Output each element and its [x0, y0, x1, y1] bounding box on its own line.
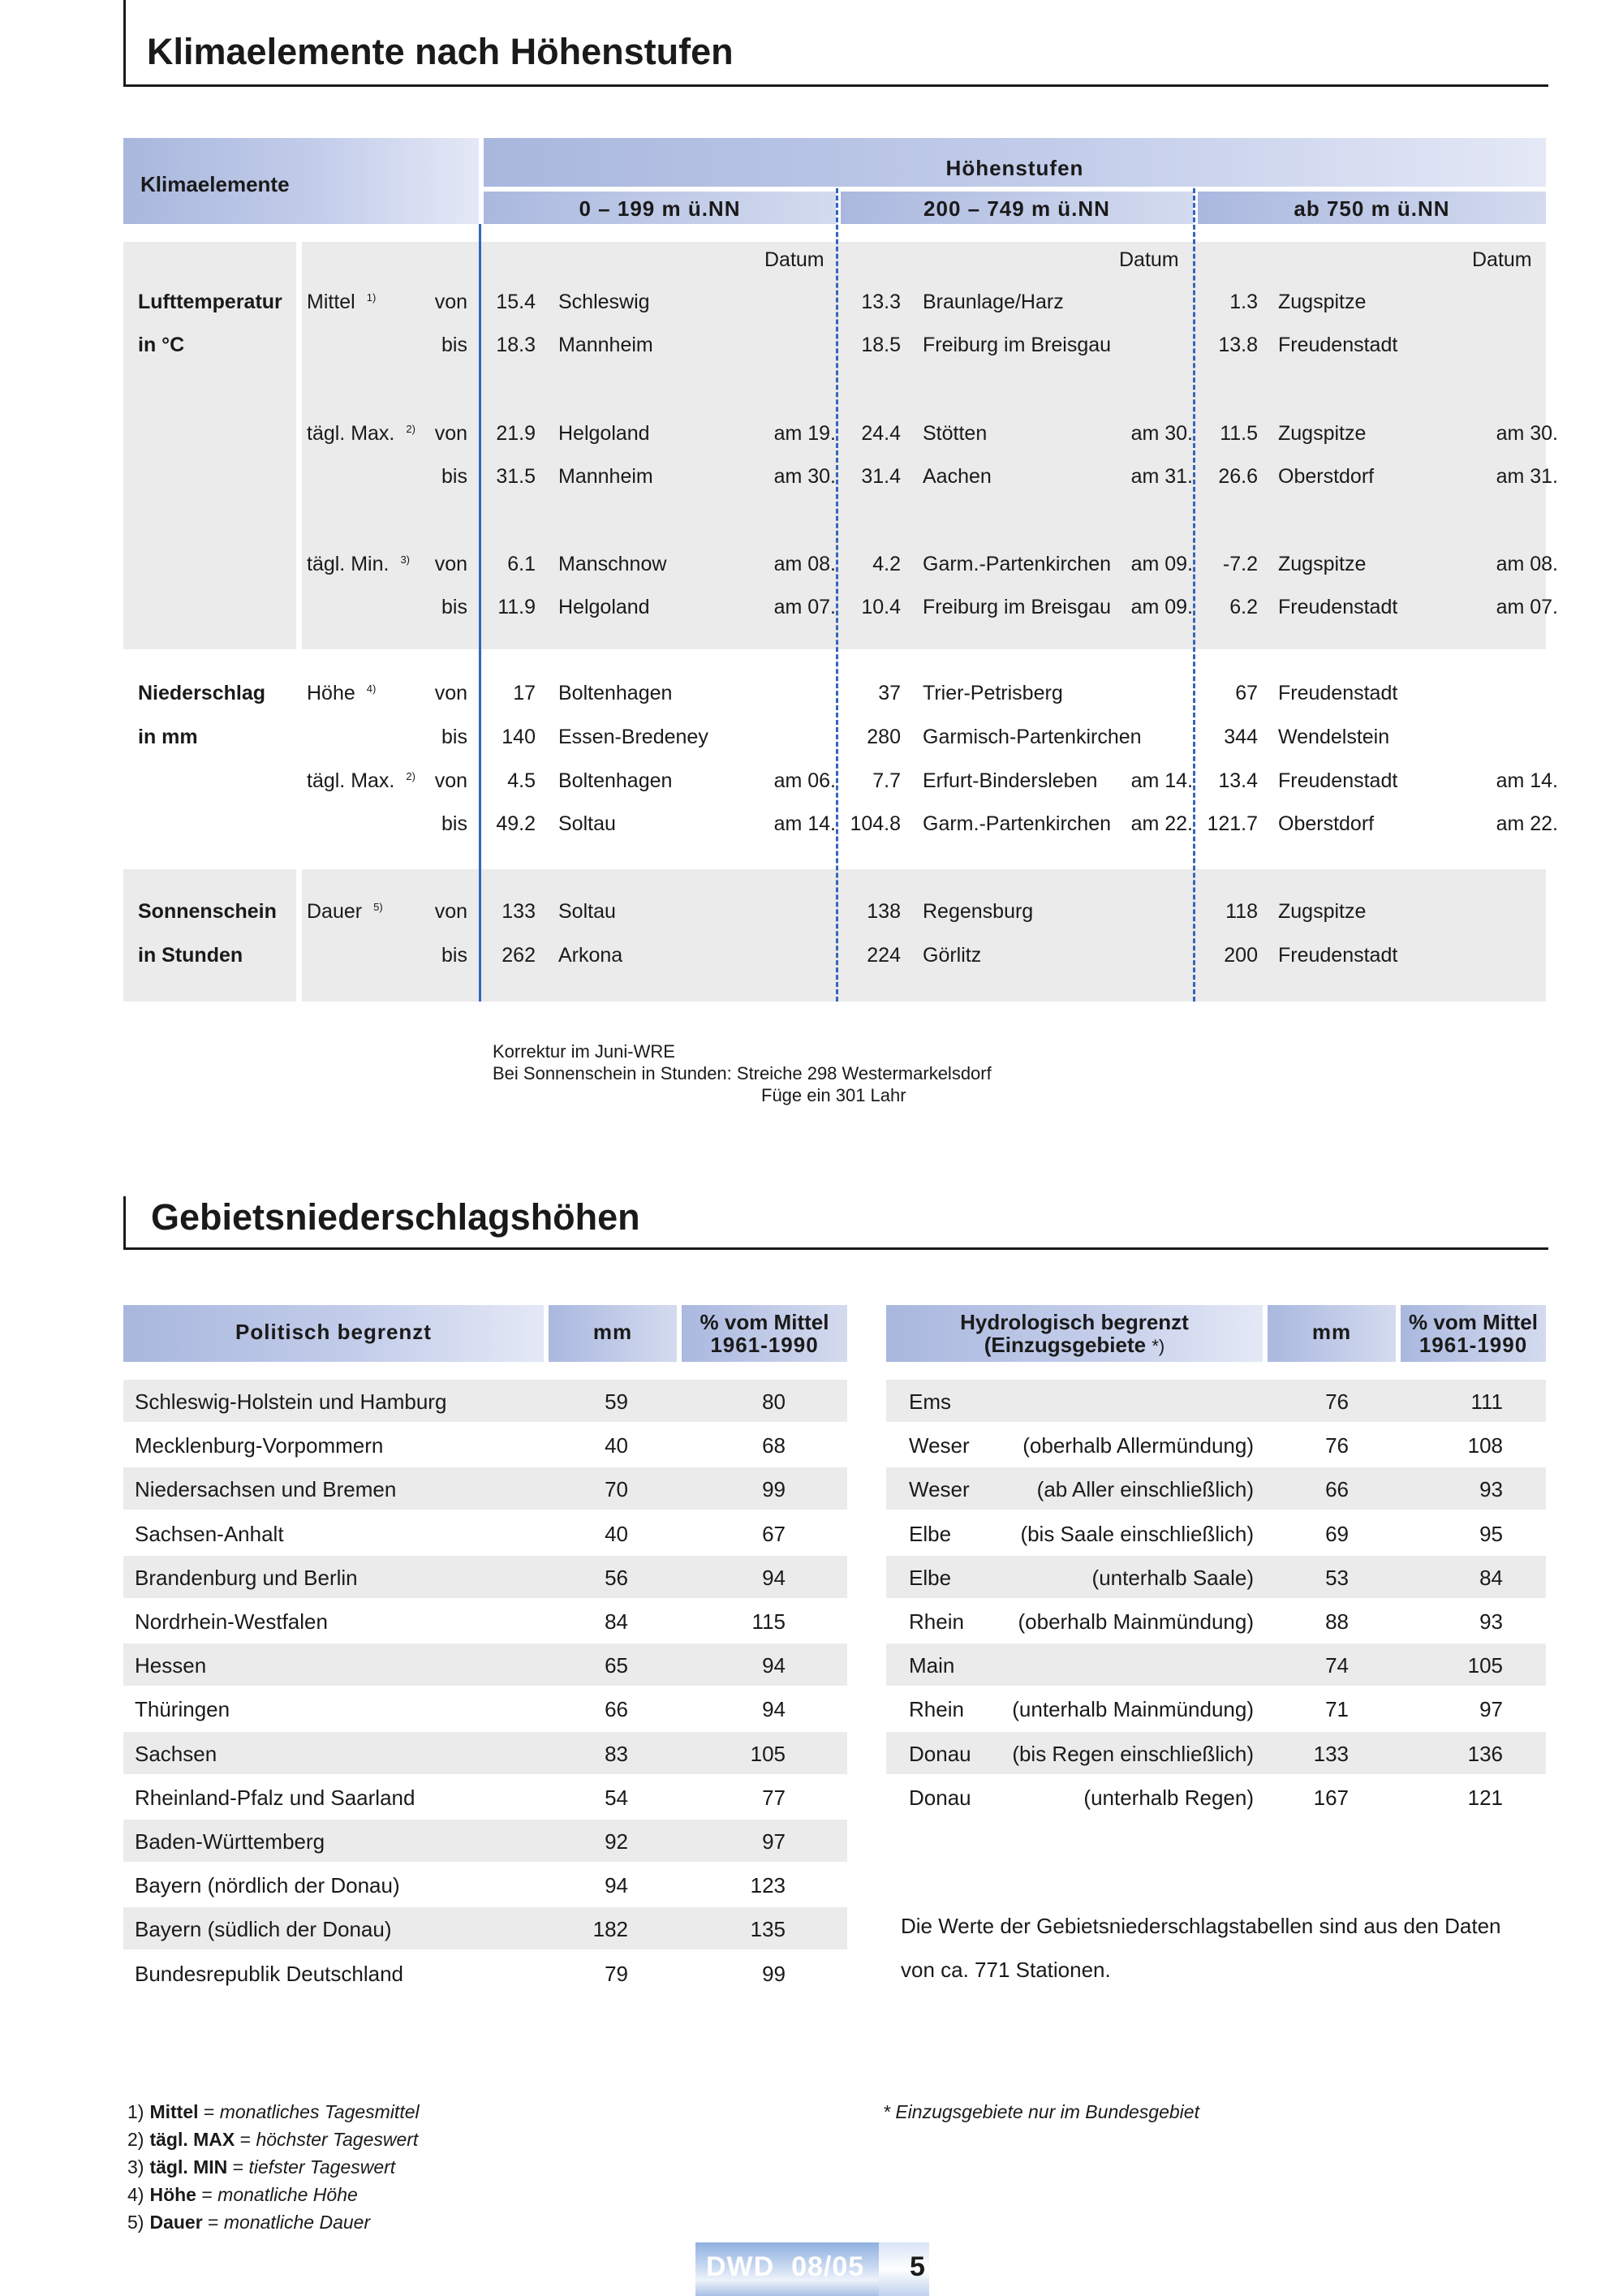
section1-title: Klimaelemente nach Höhenstufen: [147, 31, 734, 72]
row-date-zone2: am 22.: [1496, 812, 1558, 835]
footnote-equals: =: [198, 2101, 220, 2122]
row-station-zone2: Oberstdorf: [1278, 465, 1375, 488]
row-von-bis: von: [434, 682, 467, 704]
hydro-row-part: (ab Aller einschließlich): [1036, 1477, 1254, 1502]
footnote-term: Dauer: [149, 2212, 203, 2233]
footer-page-number: 5: [910, 2251, 925, 2282]
hydro-pct-label-1: % vom Mittel: [1409, 1310, 1538, 1334]
station-note-1: Die Werte der Gebietsniederschlagstabellen sind aus den Daten: [901, 1914, 1501, 1938]
row-station-zone0: Helgoland: [558, 422, 650, 445]
zone-label-2: ab 750 m ü.NN: [1294, 196, 1450, 221]
row-value-zone1: 104.8: [850, 812, 901, 835]
politisch-row-pct: 67: [762, 1521, 786, 1546]
row-station-zone0: Manschnow: [558, 553, 667, 575]
politisch-row-pct: 97: [762, 1829, 786, 1854]
row-value-zone0: 262: [502, 944, 536, 967]
row-value-zone0: 17: [513, 682, 536, 704]
hydro-row-river: Weser: [909, 1477, 970, 1502]
row-station-zone0: Boltenhagen: [558, 769, 673, 792]
footnote-term: tägl. MAX: [149, 2129, 235, 2150]
row-value-zone1: 24.4: [861, 422, 901, 445]
footnote-description: monatliche Dauer: [223, 2212, 371, 2233]
datum-label-1: Datum: [1119, 248, 1179, 271]
row-date-zone0: am 30.: [773, 465, 836, 488]
hydro-row-river: Donau: [909, 1741, 971, 1766]
row-value-zone2: 118: [1225, 900, 1258, 923]
row-station-zone2: Oberstdorf: [1278, 812, 1375, 835]
politisch-pct-label-1: % vom Mittel: [700, 1310, 829, 1334]
hydro-row-pct: 97: [1479, 1697, 1503, 1722]
group-label-precipitation: Niederschlag: [138, 682, 266, 704]
hydro-row-pct: 95: [1479, 1521, 1503, 1546]
hydro-row-pct: 93: [1479, 1477, 1503, 1502]
row-station-zone2: Freudenstadt: [1278, 682, 1398, 704]
hydro-mm-label: mm: [1311, 1320, 1352, 1344]
row-von-bis: bis: [441, 812, 467, 835]
politisch-row-mm: 70: [605, 1477, 628, 1502]
politisch-row-name: Bundesrepublik Deutschland: [135, 1961, 403, 1986]
row-sublabel-text: Höhe: [307, 682, 355, 704]
hydro-row-pct: 111: [1470, 1389, 1503, 1414]
row-date-zone0: am 07.: [773, 596, 836, 618]
row-station-zone2: Zugspitze: [1278, 422, 1367, 445]
row-footnote-ref: 4): [366, 682, 377, 695]
politisch-row-name: Mecklenburg-Vorpommern: [135, 1433, 384, 1458]
row-date-zone1: am 30.: [1130, 422, 1193, 445]
row-date-zone2: am 30.: [1496, 422, 1558, 445]
row-station-zone0: Mannheim: [558, 334, 653, 356]
group-unit-precipitation: in mm: [138, 726, 198, 748]
hydro-row-mm: 74: [1325, 1653, 1349, 1678]
row-von-bis: von: [434, 422, 467, 445]
row-value-zone2: 67: [1235, 682, 1258, 704]
politisch-row-name: Hessen: [135, 1653, 207, 1678]
row-station-zone0: Soltau: [558, 812, 616, 835]
hydro-row-pct: 84: [1479, 1565, 1503, 1590]
hydro-row-mm: 76: [1325, 1389, 1349, 1414]
footnote-line: [127, 2101, 420, 2123]
hydro-row-river: Elbe: [909, 1565, 952, 1590]
hydro-row-part: (unterhalb Mainmündung): [1012, 1697, 1254, 1722]
row-sublabel-text: Dauer: [307, 900, 363, 923]
row-sublabel-text: tägl. Max.: [307, 769, 395, 792]
row-value-zone0: 18.3: [496, 334, 536, 356]
row-station-zone1: Garm.-Partenkirchen: [923, 553, 1112, 575]
hydro-row-river: Ems: [909, 1389, 951, 1414]
footnote-term: Mittel: [149, 2101, 199, 2122]
footnote-line: [127, 2129, 418, 2151]
politisch-row-pct: 99: [762, 1477, 786, 1502]
politisch-row-name: Schleswig-Holstein und Hamburg: [135, 1389, 447, 1414]
row-station-zone2: Freudenstadt: [1278, 944, 1398, 967]
row-station-zone1: Trier-Petrisberg: [923, 682, 1063, 704]
politisch-row-pct: 105: [750, 1741, 786, 1766]
row-station-zone0: Boltenhagen: [558, 682, 673, 704]
row-date-zone0: am 19.: [773, 422, 836, 445]
politisch-row-pct: 135: [750, 1917, 786, 1942]
politisch-row-pct: 94: [762, 1697, 786, 1722]
footnote-number: 4): [127, 2184, 144, 2205]
row-station-zone1: Görlitz: [923, 944, 982, 967]
row-sublabel: [307, 291, 376, 314]
footnote-number: 2): [127, 2129, 144, 2150]
hydro-row-mm: 76: [1325, 1433, 1349, 1458]
politisch-row-pct: 68: [762, 1433, 786, 1458]
politisch-row-mm: 59: [605, 1389, 628, 1414]
band-precip-divider: [296, 242, 302, 1002]
row-value-zone1: 224: [867, 944, 901, 967]
politisch-row-mm: 92: [605, 1829, 628, 1854]
hydro-row-river: Weser: [909, 1433, 970, 1458]
hydro-header-label-2-text: (Einzugsgebiete: [984, 1333, 1147, 1357]
row-date-zone0: am 14.: [773, 812, 836, 835]
row-value-zone0: 140: [502, 726, 536, 748]
politisch-row-name: Brandenburg und Berlin: [135, 1565, 358, 1590]
hydro-header-label-1: Hydrologisch begrenzt: [960, 1310, 1189, 1334]
politisch-row-mm: 40: [605, 1521, 628, 1546]
politisch-row-name: Bayern (südlich der Donau): [135, 1917, 392, 1942]
footnote-equals: =: [196, 2184, 218, 2205]
hydro-row-mm: 71: [1325, 1697, 1349, 1722]
hydro-header-star: *): [1152, 1336, 1165, 1356]
hydro-row-part: (unterhalb Saale): [1091, 1565, 1254, 1590]
politisch-row-mm: 40: [605, 1433, 628, 1458]
correction-note-3: Füge ein 301 Lahr: [761, 1085, 906, 1105]
footnote-equals: =: [202, 2212, 224, 2233]
hydro-row-mm: 69: [1325, 1521, 1349, 1546]
hydro-header-label-2: [886, 1333, 1263, 1358]
hydro-row-river: Rhein: [909, 1697, 964, 1722]
row-von-bis: bis: [441, 596, 467, 618]
star-note-text: * Einzugsgebiete nur im Bundesgebiet: [883, 2101, 1199, 2122]
hydro-row-mm: 167: [1313, 1785, 1349, 1810]
row-station-zone0: Arkona: [558, 944, 623, 967]
row-value-zone0: 31.5: [496, 465, 536, 488]
politisch-row-mm: 54: [605, 1785, 628, 1810]
band-sunshine-right: [302, 869, 1546, 1002]
row-footnote-ref: 2): [406, 769, 415, 782]
group-label-sunshine: Sonnenschein: [138, 900, 277, 923]
footnote-description: monatliche Höhe: [217, 2184, 358, 2205]
hydro-row-part: (oberhalb Allermündung): [1022, 1433, 1254, 1458]
row-von-bis: bis: [441, 726, 467, 748]
row-footnote-ref: 5): [373, 900, 383, 913]
row-value-zone2: 26.6: [1218, 465, 1258, 488]
station-note-2: von ca. 771 Stationen.: [901, 1958, 1111, 1982]
row-station-zone2: Freudenstadt: [1278, 769, 1398, 792]
row-value-zone2: 344: [1224, 726, 1258, 748]
politisch-pct-label-2: 1961-1990: [710, 1333, 819, 1357]
hydro-row-mm: 133: [1313, 1741, 1349, 1766]
hoehenstufen-header-label: Höhenstufen: [945, 156, 1084, 180]
row-station-zone2: Zugspitze: [1278, 291, 1367, 313]
footnote-number: 5): [127, 2212, 144, 2233]
politisch-row-pct: 123: [750, 1873, 786, 1898]
footnote-term: Höhe: [149, 2184, 196, 2205]
footnote-number: 3): [127, 2156, 144, 2178]
footnote-line: [127, 2184, 358, 2206]
row-station-zone1: Freiburg im Breisgau: [923, 596, 1112, 618]
hydro-row-pct: 108: [1467, 1433, 1503, 1458]
row-sublabel-text: tägl. Max.: [307, 422, 395, 445]
hydro-row-pct: 93: [1479, 1609, 1503, 1634]
politisch-row-pct: 94: [762, 1565, 786, 1590]
hydro-row-pct: 121: [1467, 1785, 1503, 1810]
row-station-zone0: Schleswig: [558, 291, 650, 313]
group-unit-sunshine: in Stunden: [138, 944, 243, 967]
row-value-zone1: 13.3: [861, 291, 901, 313]
row-station-zone1: Erfurt-Bindersleben: [923, 769, 1098, 792]
row-station-zone0: Helgoland: [558, 596, 650, 618]
hydro-row-part: (unterhalb Regen): [1083, 1785, 1254, 1810]
row-von-bis: von: [434, 553, 467, 575]
row-value-zone0: 4.5: [507, 769, 536, 792]
correction-note-2: Bei Sonnenschein in Stunden: Streiche 298 Westermarkelsdorf: [493, 1063, 992, 1083]
footnote-description: höchster Tageswert: [256, 2129, 419, 2150]
row-value-zone0: 21.9: [496, 422, 536, 445]
row-station-zone2: Wendelstein: [1278, 726, 1390, 748]
politisch-row-mm: 84: [605, 1609, 628, 1634]
row-station-zone1: Braunlage/Harz: [923, 291, 1064, 313]
row-value-zone0: 6.1: [507, 553, 536, 575]
row-value-zone1: 18.5: [861, 334, 901, 356]
row-date-zone0: am 08.: [773, 553, 836, 575]
row-station-zone1: Freiburg im Breisgau: [923, 334, 1112, 356]
politisch-row-mm: 94: [605, 1873, 628, 1898]
row-station-zone0: Soltau: [558, 900, 616, 923]
correction-note-1: Korrektur im Juni-WRE: [493, 1041, 675, 1062]
footnote-description: tiefster Tageswert: [248, 2156, 396, 2178]
row-station-zone1: Regensburg: [923, 900, 1034, 923]
politisch-header-label: Politisch begrenzt: [235, 1320, 432, 1344]
politisch-row-name: Baden-Württemberg: [135, 1829, 325, 1854]
row-footnote-ref: 2): [406, 422, 415, 435]
row-date-zone2: am 14.: [1496, 769, 1558, 792]
hydro-row-part: (bis Saale einschließlich): [1020, 1521, 1254, 1546]
politisch-row-name: Sachsen: [135, 1741, 217, 1766]
row-value-zone2: 200: [1224, 944, 1258, 967]
datum-label-2: Datum: [1472, 248, 1532, 271]
row-value-zone1: 7.7: [872, 769, 901, 792]
row-value-zone2: 6.2: [1229, 596, 1258, 618]
politisch-row-mm: 66: [605, 1697, 628, 1722]
hydro-row-river: Main: [909, 1653, 955, 1678]
row-sublabel: [307, 682, 376, 705]
row-von-bis: bis: [441, 334, 467, 356]
politisch-row-name: Sachsen-Anhalt: [135, 1521, 284, 1546]
hydro-row-river: Rhein: [909, 1609, 964, 1634]
row-value-zone1: 31.4: [861, 465, 901, 488]
row-station-zone0: Essen-Bredeney: [558, 726, 708, 748]
politisch-row-mm: 79: [605, 1961, 628, 1986]
politisch-row-mm: 83: [605, 1741, 628, 1766]
row-value-zone2: 13.4: [1218, 769, 1258, 792]
row-value-zone2: 121.7: [1207, 812, 1258, 835]
row-value-zone1: 138: [867, 900, 901, 923]
row-sublabel-text: tägl. Min.: [307, 553, 390, 575]
datum-label-0: Datum: [764, 248, 824, 271]
row-date-zone2: am 31.: [1496, 465, 1558, 488]
row-value-zone2: 13.8: [1218, 334, 1258, 356]
klimaelemente-header-label: Klimaelemente: [140, 172, 290, 196]
row-value-zone0: 15.4: [496, 291, 536, 313]
footnote-line: [127, 2212, 370, 2234]
politisch-row-name: Rheinland-Pfalz und Saarland: [135, 1785, 415, 1810]
politisch-row-name: Bayern (nördlich der Donau): [135, 1873, 400, 1898]
row-value-zone1: 280: [867, 726, 901, 748]
hydro-row-pct: 136: [1467, 1741, 1503, 1766]
row-value-zone0: 133: [502, 900, 536, 923]
row-sublabel: [307, 900, 383, 924]
politisch-row-mm: 65: [605, 1653, 628, 1678]
group-unit-temperature: in °C: [138, 334, 185, 356]
row-footnote-ref: 1): [366, 291, 377, 304]
politisch-row-pct: 99: [762, 1961, 786, 1986]
footnote-description: monatliches Tagesmittel: [219, 2101, 420, 2122]
politisch-row-name: Niedersachsen und Bremen: [135, 1477, 397, 1502]
row-value-zone1: 10.4: [861, 596, 901, 618]
row-value-zone1: 37: [878, 682, 901, 704]
row-date-zone1: am 31.: [1130, 465, 1193, 488]
row-date-zone1: am 22.: [1130, 812, 1193, 835]
row-value-zone2: -7.2: [1222, 553, 1258, 575]
row-value-zone1: 4.2: [872, 553, 901, 575]
row-date-zone1: am 09.: [1130, 596, 1193, 618]
row-von-bis: bis: [441, 465, 467, 488]
footnote-term: tägl. MIN: [149, 2156, 228, 2178]
politisch-row-mm: 56: [605, 1565, 628, 1590]
row-von-bis: von: [434, 769, 467, 792]
footer-label: DWD 08/05: [706, 2251, 865, 2282]
hydro-row-part: (bis Regen einschließlich): [1012, 1741, 1254, 1766]
hydro-row-river: Elbe: [909, 1521, 952, 1546]
hydro-row-river: Donau: [909, 1785, 971, 1810]
footnote-number: 1): [127, 2101, 144, 2122]
footnote-line: [127, 2156, 395, 2178]
row-date-zone0: am 06.: [773, 769, 836, 792]
star-note: [883, 2101, 1199, 2123]
row-von-bis: von: [434, 900, 467, 923]
zone-label-0: 0 – 199 m ü.NN: [579, 196, 741, 221]
row-von-bis: bis: [441, 944, 467, 967]
row-station-zone0: Mannheim: [558, 465, 653, 488]
row-date-zone1: am 14.: [1130, 769, 1193, 792]
politisch-row-name: Thüringen: [135, 1697, 230, 1722]
row-value-zone2: 11.5: [1220, 422, 1258, 445]
row-von-bis: von: [434, 291, 467, 313]
row-value-zone0: 49.2: [496, 812, 536, 835]
politisch-mm-label: mm: [592, 1320, 633, 1344]
politisch-row-mm: 182: [592, 1917, 628, 1942]
row-date-zone2: am 08.: [1496, 553, 1558, 575]
hydro-row-mm: 53: [1325, 1565, 1349, 1590]
row-station-zone2: Zugspitze: [1278, 553, 1367, 575]
row-date-zone2: am 07.: [1496, 596, 1558, 618]
footnote-equals: =: [227, 2156, 249, 2178]
row-footnote-ref: 3): [400, 553, 410, 566]
hydro-row-mm: 88: [1325, 1609, 1349, 1634]
politisch-row-pct: 94: [762, 1653, 786, 1678]
group-label-temperature: Lufttemperatur: [138, 291, 282, 313]
footnote-equals: =: [235, 2129, 256, 2150]
row-station-zone1: Garm.-Partenkirchen: [923, 812, 1112, 835]
row-station-zone2: Freudenstadt: [1278, 596, 1398, 618]
row-station-zone1: Garmisch-Partenkirchen: [923, 726, 1142, 748]
section2-title: Gebietsniederschlagshöhen: [151, 1196, 640, 1238]
hydro-pct-label-2: 1961-1990: [1419, 1333, 1528, 1357]
hydro-row-mm: 66: [1325, 1477, 1349, 1502]
row-sublabel-text: Mittel: [307, 291, 355, 313]
row-station-zone1: Stötten: [923, 422, 988, 445]
row-station-zone2: Zugspitze: [1278, 900, 1367, 923]
zone-label-1: 200 – 749 m ü.NN: [923, 196, 1110, 221]
hydro-row-part: (oberhalb Mainmündung): [1018, 1609, 1254, 1634]
row-date-zone1: am 09.: [1130, 553, 1193, 575]
politisch-row-pct: 115: [751, 1609, 786, 1634]
politisch-row-pct: 80: [762, 1389, 786, 1414]
row-station-zone1: Aachen: [923, 465, 992, 488]
politisch-row-name: Nordrhein-Westfalen: [135, 1609, 328, 1634]
politisch-row-pct: 77: [762, 1785, 786, 1810]
row-station-zone2: Freudenstadt: [1278, 334, 1398, 356]
band-sunshine-left: [123, 869, 296, 1002]
row-value-zone0: 11.9: [497, 596, 536, 618]
row-value-zone2: 1.3: [1229, 291, 1258, 313]
hydro-row-pct: 105: [1467, 1653, 1503, 1678]
